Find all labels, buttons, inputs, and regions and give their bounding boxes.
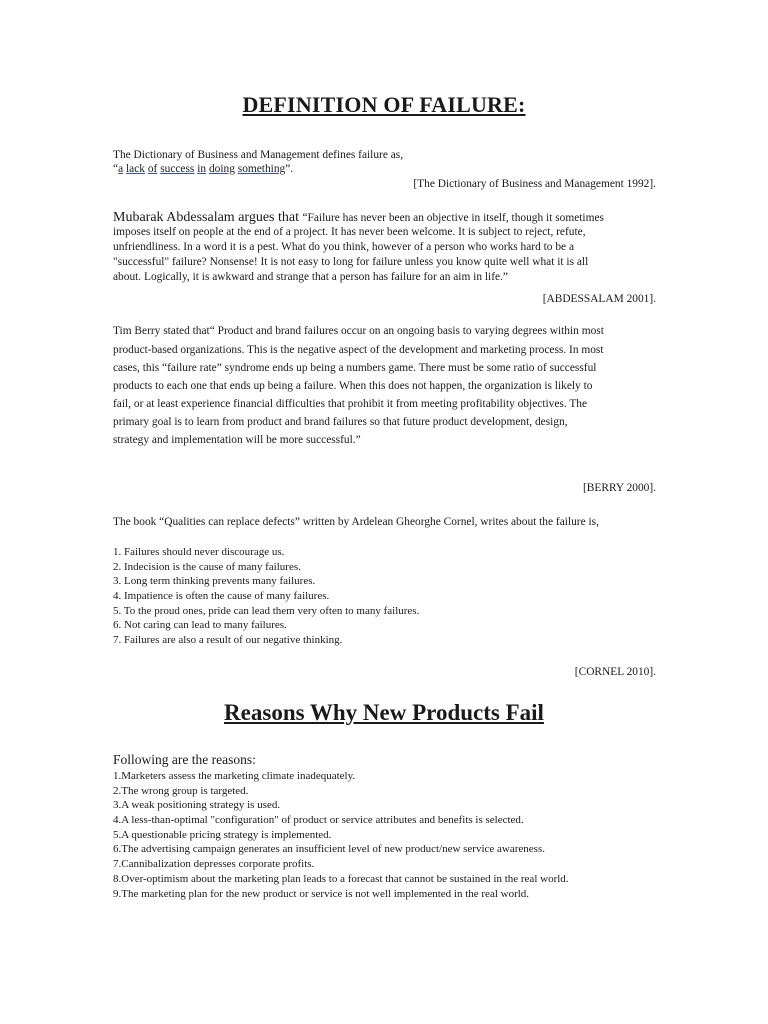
berry-line-6: primary goal is to learn from product and brand failures so that future product development, design, <box>113 416 568 428</box>
quote-link-success[interactable]: success <box>160 163 195 175</box>
list-item: 7.Cannibalization depresses corporate profits. <box>113 858 315 871</box>
list-item: 5.A questionable pricing strategy is implemented. <box>113 828 332 841</box>
list-item: 7. Failures are also a result of our negative thinking. <box>113 634 343 647</box>
reasons-intro: Following are the reasons: <box>113 752 256 767</box>
reasons-list <box>113 770 569 902</box>
quote-link-a[interactable]: a <box>118 163 124 175</box>
berry-line-3: cases, this “failure rate” syndrome ends up being a numbers game. There must be some ratio of successful <box>113 362 597 374</box>
list-item: 8.Over-optimism about the marketing plan leads to a forecast that cannot be sustained in the real world. <box>113 872 569 885</box>
list-item: 9.The marketing plan for the new product or service is not well implemented in the real world. <box>113 887 530 900</box>
abdessalam-citation: [ABDESSALAM 2001]. <box>542 293 656 305</box>
list-item: 6. Not caring can lead to many failures. <box>113 619 287 632</box>
list-item: 1.Marketers assess the marketing climate inadequately. <box>113 770 356 782</box>
cornel-citation: [CORNEL 2010]. <box>574 666 656 678</box>
abdessalam-line-5: about. Logically, it is awkward and strange that a person has failure for an aim in life.” <box>113 271 508 283</box>
abdessalam-line-3: unfriendliness. In a word it is a pest. What do you think, however of a person who works hard to be a <box>113 241 575 253</box>
list-item: 6.The advertising campaign generates an insufficient level of new product/new service awareness. <box>113 843 545 856</box>
list-item: 5. To the proud ones, pride can lead them very often to many failures. <box>113 604 420 617</box>
dictionary-citation: [The Dictionary of Business and Management 1992]. <box>413 178 656 190</box>
berry-line-2: product-based organizations. This is the negative aspect of the development and marketing process. In most <box>113 344 604 356</box>
page-title: DEFINITION OF FAILURE: <box>242 92 526 117</box>
abdessalam-quote-start: “Failure has never been an objective in itself, though it sometimes <box>302 212 604 224</box>
list-item: 4.A less-than-optimal "configuration" of product or service attributes and benefits is selected. <box>113 814 524 827</box>
berry-line-5: fail, or at least experience financial difficulties that prohibit it from meeting profitability objectives. The <box>113 398 588 410</box>
cornel-intro: The book “Qualities can replace defects” written by Ardelean Gheorghe Cornel, writes about the failure is, <box>113 516 599 528</box>
list-item: 3.A weak positioning strategy is used. <box>113 799 281 812</box>
dictionary-quote: “a lack of success in doing something”. <box>113 163 294 175</box>
berry-line-4: products to each one that ends up being a failure. When this does not happen, the organization is likely to <box>113 380 593 392</box>
quote-link-of[interactable]: of <box>147 163 158 175</box>
list-item: 2. Indecision is the cause of many failures. <box>113 560 301 573</box>
quote-link-lack[interactable]: lack <box>125 163 145 175</box>
berry-line-1: Tim Berry stated that“ Product and brand failures occur on an ongoing basis to varying degrees within most <box>113 325 604 337</box>
quote-link-in[interactable]: in <box>197 163 207 175</box>
list-item: 2.The wrong group is targeted. <box>113 784 249 797</box>
abdessalam-lead: Mubarak Abdessalam argues that <box>113 210 303 225</box>
list-item: 3. Long term thinking prevents many failures. <box>113 575 316 588</box>
dictionary-intro: The Dictionary of Business and Management defines failure as, <box>113 149 404 161</box>
quote-link-something[interactable]: something <box>237 163 286 175</box>
reasons-title: Reasons Why New Products Fail <box>224 700 544 725</box>
berry-citation: [BERRY 2000]. <box>583 482 656 494</box>
list-item: 4. Impatience is often the cause of many failures. <box>113 590 330 603</box>
berry-line-7: strategy and implementation will be more successful.” <box>113 434 361 446</box>
cornel-list <box>113 546 419 649</box>
quote-link-doing[interactable]: doing <box>208 163 235 175</box>
list-item: 1. Failures should never discourage us. <box>113 546 285 558</box>
abdessalam-line-1 <box>113 210 604 226</box>
abdessalam-line-4: "successful" failure? Nonsense! It is not easy to long for failure unless you know quite well what it is all <box>113 256 589 268</box>
abdessalam-line-2: imposes itself on people at the end of a project. It has never been welcome. It is subject to reject, refute, <box>113 226 586 238</box>
